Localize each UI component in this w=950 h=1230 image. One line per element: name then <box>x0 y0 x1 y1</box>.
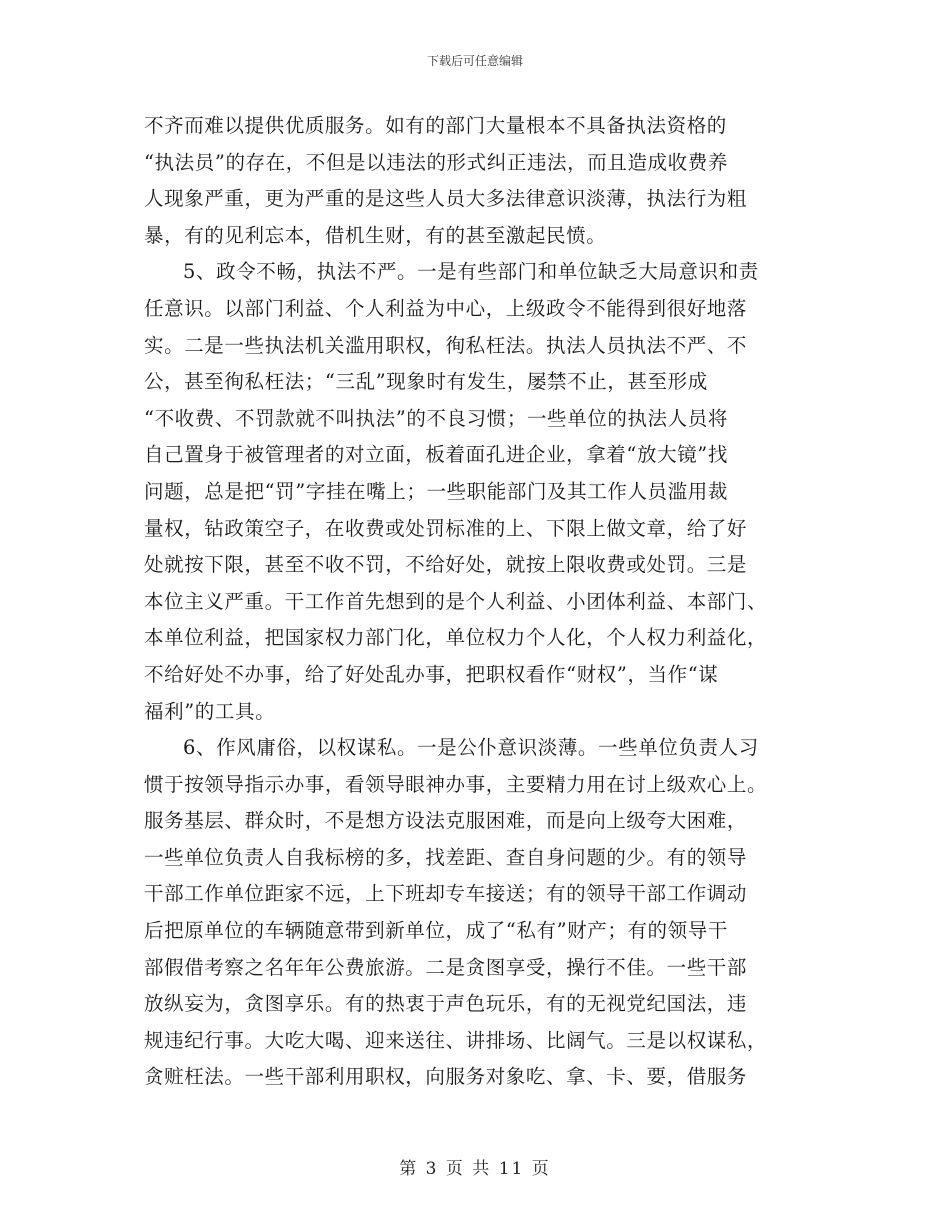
text-line: 5、政令不畅，执法不严。一是有些部门和单位缺乏大局意识和责 <box>183 260 759 284</box>
text-line: 惯于按领导指示办事，看领导眼神办事，主要精力用在讨上级欢心上。 <box>144 772 768 796</box>
paragraph <box>144 108 806 254</box>
text-line: 本单位利益，把国家权力部门化，单位权力个人化，个人权力利益化， <box>144 626 768 650</box>
text-line: 不齐而难以提供优质服务。如有的部门大量根本不具备执法资格的 <box>144 114 727 137</box>
text-line: 一些单位负责人自我标榜的多，找差距、查自身问题的少。有的领导 <box>144 845 748 869</box>
text-line: 人现象严重，更为严重的是这些人员大多法律意识淡薄，执法行为粗 <box>144 187 748 211</box>
text-line: 实。二是一些执法机关滥用职权，徇私枉法。执法人员执法不严、不 <box>144 333 748 357</box>
text-line: 6、作风庸俗，以权谋私。一是公仆意识淡薄。一些单位负责人习 <box>183 736 759 760</box>
paragraph <box>144 254 806 730</box>
text-line: “不收费、不罚款就不叫执法”的不良习惯；一些单位的执法人员将 <box>144 406 728 430</box>
text-line: 任意识。以部门利益、个人利益为中心，上级政令不能得到很好地落 <box>144 296 748 320</box>
text-line: 处就按下限，甚至不收不罚，不给好处，就按上限收费或处罚。三是 <box>144 553 748 577</box>
text-line: 问题，总是把“罚”字挂在嘴上；一些职能部门及其工作人员滥用裁 <box>144 479 728 503</box>
text-line: “执法员”的存在，不但是以违法的形式纠正违法，而且造成收费养 <box>144 150 728 174</box>
text-line: 量权，钻政策空子，在收费或处罚标准的上、下限上做文章，给了好 <box>144 516 748 540</box>
page-header-note: 下载后可任意编辑 <box>426 54 523 68</box>
text-line: 放纵妄为，贪图享乐。有的热衷于声色玩乐，有的无视党纪国法，违 <box>144 992 748 1016</box>
text-line: 部假借考察之名年年公费旅游。二是贪图享受，操行不佳。一些干部 <box>144 955 748 979</box>
text-line: 后把原单位的车辆随意带到新单位，成了“私有”财产；有的领导干 <box>144 919 728 943</box>
paragraph <box>144 730 806 1096</box>
text-line: 暴，有的见利忘本，借机生财，有的甚至激起民愤。 <box>144 223 607 247</box>
text-line: 福利”的工具。 <box>144 699 276 723</box>
text-line: 规违纪行事。大吃大喝、迎来送往、讲排场、比阔气。三是以权谋私， <box>144 1028 768 1052</box>
text-line: 不给好处不办事，给了好处乱办事，把职权看作“财权”，当作“谋 <box>144 662 719 686</box>
text-line: 本位主义严重。干工作首先想到的是个人利益、小团体利益、本部门、 <box>144 589 768 613</box>
text-line: 公，甚至徇私枉法；“三乱”现象时有发生，屡禁不止，甚至形成 <box>144 370 708 394</box>
text-line: 干部工作单位距家不远，上下班却专车接送；有的领导干部工作调动 <box>144 882 748 906</box>
text-line: 自己置身于被管理者的对立面，板着面孔进企业，拿着“放大镜”找 <box>144 443 728 467</box>
text-line: 贪赃枉法。一些干部利用职权，向服务对象吃、拿、卡、要，借服务 <box>144 1065 748 1089</box>
document-body <box>144 108 806 1096</box>
text-line: 服务基层、群众时，不是想方设法克服困难，而是向上级夸大困难， <box>144 809 748 833</box>
page-number-footer: 第 3 页 共 11 页 <box>399 1159 551 1179</box>
